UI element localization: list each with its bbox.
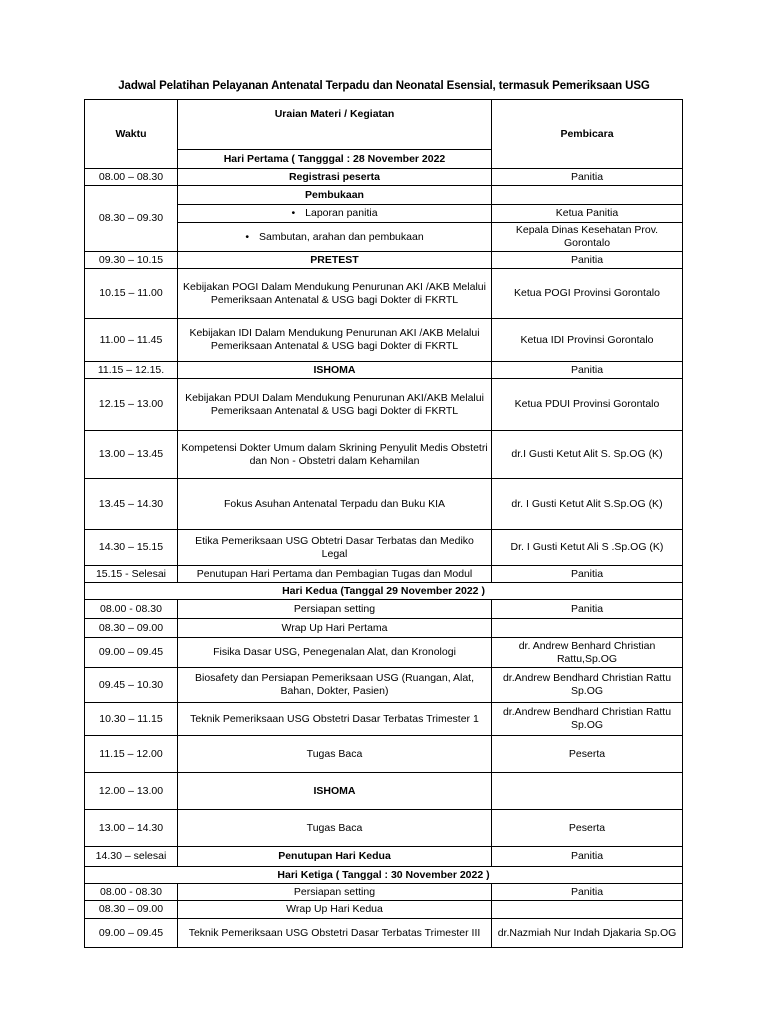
activity-cell: Kebijakan PDUI Dalam Mendukung Penurunan AKI/AKB Melalui Pemeriksaan Antenatal & USG bagi Dokter di FKRTL: [178, 379, 492, 431]
table-row: [85, 847, 683, 867]
speaker-cell: Ketua PDUI Provinsi Gorontalo: [492, 379, 683, 431]
table-row: [85, 773, 683, 810]
time-cell: 08.00 - 08.30: [85, 600, 178, 619]
activity-cell: Teknik Pemeriksaan USG Obstetri Dasar Terbatas Trimester III: [178, 919, 492, 948]
activity-cell: Registrasi peserta: [178, 169, 492, 186]
speaker-cell: Kepala Dinas Kesehatan Prov. Gorontalo: [492, 223, 683, 252]
table-row: [85, 810, 683, 847]
activity-cell: ISHOMA: [178, 362, 492, 379]
speaker-cell: Dr. I Gusti Ketut Ali S .Sp.OG (K): [492, 530, 683, 566]
speaker-cell: dr.I Gusti Ketut Alit S. Sp.OG (K): [492, 431, 683, 479]
speaker-cell: Ketua Panitia: [492, 205, 683, 223]
bullet-item: • Laporan panitia: [291, 207, 377, 219]
time-cell: 08.30 – 09.30: [85, 186, 178, 252]
speaker-cell: dr. I Gusti Ketut Alit S.Sp.OG (K): [492, 479, 683, 530]
activity-cell: [178, 223, 492, 252]
time-cell: 13.00 – 14.30: [85, 810, 178, 847]
header-waktu: Waktu: [85, 100, 178, 169]
speaker-cell: Panitia: [492, 169, 683, 186]
speaker-cell: dr.Andrew Bendhard Christian Rattu Sp.OG: [492, 703, 683, 736]
schedule-table: [84, 99, 683, 948]
table-row: [85, 186, 683, 205]
speaker-cell: [492, 901, 683, 919]
table-row: [85, 901, 683, 919]
time-cell: 13.00 – 13.45: [85, 431, 178, 479]
day2-heading: Hari Kedua (Tanggal 29 November 2022 ): [85, 583, 683, 600]
speaker-cell: dr.Andrew Bendhard Christian Rattu Sp.OG: [492, 668, 683, 703]
activity-cell: Teknik Pemeriksaan USG Obstetri Dasar Terbatas Trimester 1: [178, 703, 492, 736]
time-cell: 14.30 – 15.15: [85, 530, 178, 566]
table-header-row: [85, 100, 683, 150]
table-row: [85, 269, 683, 319]
activity-cell: Fokus Asuhan Antenatal Terpadu dan Buku KIA: [178, 479, 492, 530]
speaker-cell: Peserta: [492, 810, 683, 847]
time-cell: 09.00 – 09.45: [85, 919, 178, 948]
time-cell: 09.45 – 10.30: [85, 668, 178, 703]
speaker-cell: Panitia: [492, 362, 683, 379]
speaker-cell: Panitia: [492, 600, 683, 619]
activity-cell: Kebijakan IDI Dalam Mendukung Penurunan AKI /AKB Melalui Pemeriksaan Antenatal & USG bagi Dokter di FKRTL: [178, 319, 492, 362]
activity-cell: Wrap Up Hari Kedua: [178, 901, 492, 919]
table-row: [85, 668, 683, 703]
time-cell: 13.45 – 14.30: [85, 479, 178, 530]
activity-cell: Fisika Dasar USG, Penegenalan Alat, dan Kronologi: [178, 638, 492, 668]
day3-heading: Hari Ketiga ( Tanggal : 30 November 2022 ): [85, 867, 683, 884]
time-cell: 14.30 – selesai: [85, 847, 178, 867]
activity-cell: Pembukaan: [178, 186, 492, 205]
time-cell: 08.00 - 08.30: [85, 884, 178, 901]
header-pembicara: Pembicara: [492, 100, 683, 169]
time-cell: 08.30 – 09.00: [85, 619, 178, 638]
time-cell: 10.15 – 11.00: [85, 269, 178, 319]
speaker-cell: [492, 773, 683, 810]
time-cell: 09.30 – 10.15: [85, 252, 178, 269]
table-row: [85, 169, 683, 186]
time-cell: 15.15 - Selesai: [85, 566, 178, 583]
activity-cell: Tugas Baca: [178, 810, 492, 847]
table-row: [85, 884, 683, 901]
table-row: [85, 600, 683, 619]
speaker-cell: Panitia: [492, 884, 683, 901]
time-cell: 11.15 – 12.00: [85, 736, 178, 773]
time-cell: 10.30 – 11.15: [85, 703, 178, 736]
time-cell: 11.00 – 11.45: [85, 319, 178, 362]
day1-heading: Hari Pertama ( Tangggal : 28 November 2022: [178, 150, 492, 169]
activity-cell: Biosafety dan Persiapan Pemeriksaan USG (Ruangan, Alat, Bahan, Dokter, Pasien): [178, 668, 492, 703]
time-cell: 12.00 – 13.00: [85, 773, 178, 810]
speaker-cell: Peserta: [492, 736, 683, 773]
time-cell: 09.00 – 09.45: [85, 638, 178, 668]
speaker-cell: Panitia: [492, 252, 683, 269]
table-row: [85, 703, 683, 736]
activity-cell: Tugas Baca: [178, 736, 492, 773]
table-row: [85, 379, 683, 431]
time-cell: 08.30 – 09.00: [85, 901, 178, 919]
speaker-cell: Panitia: [492, 847, 683, 867]
activity-cell: PRETEST: [178, 252, 492, 269]
activity-cell: Kompetensi Dokter Umum dalam Skrining Penyulit Medis Obstetri dan Non - Obstetri dalam Kehamilan: [178, 431, 492, 479]
speaker-cell: Ketua IDI Provinsi Gorontalo: [492, 319, 683, 362]
speaker-cell: [492, 619, 683, 638]
table-row: [85, 362, 683, 379]
activity-cell: Persiapan setting: [178, 600, 492, 619]
table-row: [85, 619, 683, 638]
speaker-cell: dr. Andrew Benhard Christian Rattu,Sp.OG: [492, 638, 683, 668]
activity-cell: Etika Pemeriksaan USG Obtetri Dasar Terbatas dan Mediko Legal: [178, 530, 492, 566]
speaker-cell: Ketua POGI Provinsi Gorontalo: [492, 269, 683, 319]
table-row: [85, 431, 683, 479]
table-row: [85, 252, 683, 269]
time-cell: 11.15 – 12.15.: [85, 362, 178, 379]
bullet-item: • Sambutan, arahan dan pembukaan: [245, 231, 423, 243]
speaker-cell: dr.Nazmiah Nur Indah Djakaria Sp.OG: [492, 919, 683, 948]
table-row: [85, 736, 683, 773]
activity-cell: Kebijakan POGI Dalam Mendukung Penurunan AKI /AKB Melalui Pemeriksaan Antenatal & USG bagi Dokter di FKRTL: [178, 269, 492, 319]
page-title: Jadwal Pelatihan Pelayanan Antenatal Terpadu dan Neonatal Esensial, termasuk Pemeriksaan USG: [118, 80, 650, 92]
activity-cell: Wrap Up Hari Pertama: [178, 619, 492, 638]
speaker-cell: [492, 186, 683, 205]
time-cell: 12.15 – 13.00: [85, 379, 178, 431]
time-cell: 08.00 – 08.30: [85, 169, 178, 186]
day2-heading-row: [85, 583, 683, 600]
speaker-cell: Panitia: [492, 566, 683, 583]
day3-heading-row: [85, 867, 683, 884]
table-row: [85, 566, 683, 583]
header-uraian: Uraian Materi / Kegiatan: [178, 100, 492, 150]
activity-cell: ISHOMA: [178, 773, 492, 810]
activity-cell: Persiapan setting: [178, 884, 492, 901]
table-row: [85, 319, 683, 362]
activity-cell: [178, 205, 492, 223]
table-row: [85, 479, 683, 530]
table-row: [85, 638, 683, 668]
table-row: [85, 919, 683, 948]
activity-cell: Penutupan Hari Kedua: [178, 847, 492, 867]
activity-cell: Penutupan Hari Pertama dan Pembagian Tugas dan Modul: [178, 566, 492, 583]
table-row: [85, 530, 683, 566]
